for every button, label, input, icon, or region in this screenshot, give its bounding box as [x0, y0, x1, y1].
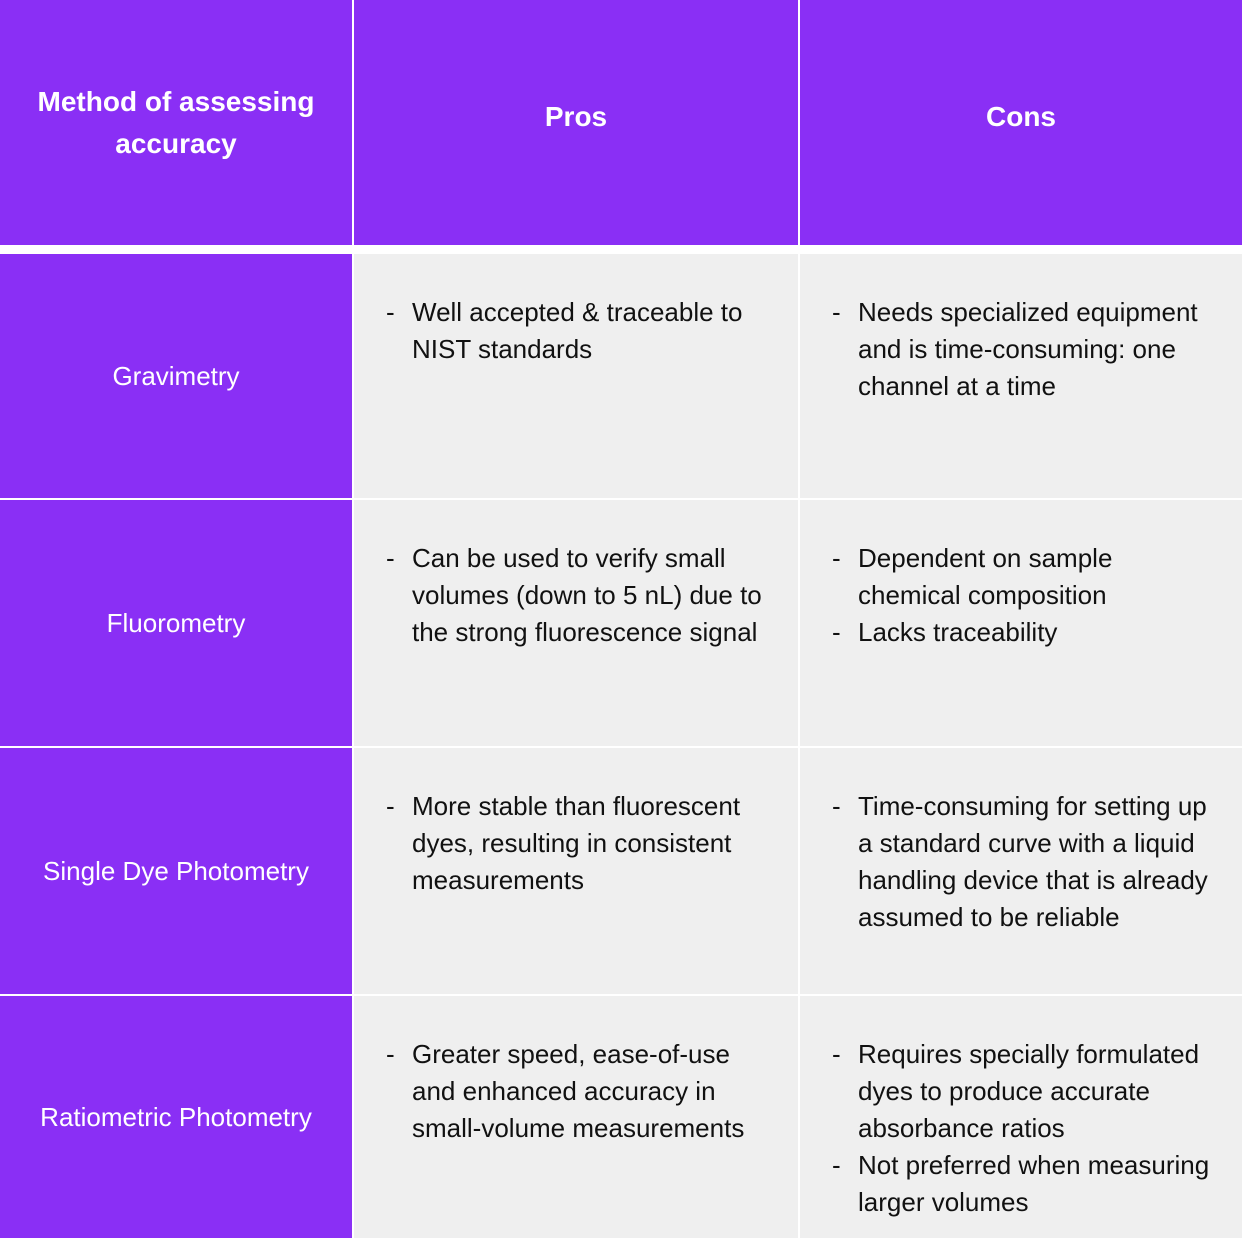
- cons-item: - Dependent on sample chemical composition: [858, 540, 1222, 614]
- cons-item: - Time-consuming for setting up a standard curve with a liquid handling device that is already assumed to be reliable: [858, 788, 1222, 936]
- pros-item: - Greater speed, ease-of-use and enhanced accuracy in small-volume measurements: [412, 1036, 778, 1147]
- cons-item: - Not preferred when measuring larger volumes: [858, 1147, 1222, 1221]
- pros-item: - Well accepted & traceable to NIST standards: [412, 294, 778, 368]
- header-pros: [354, 0, 798, 245]
- cons-cell: [800, 748, 1242, 994]
- pros-cell: [354, 254, 798, 498]
- header-method-label: Method of assessing accuracy: [37, 85, 315, 159]
- cons-item: - Lacks traceability: [858, 614, 1222, 651]
- method-cell: [0, 254, 352, 498]
- header-cons: [800, 0, 1242, 245]
- method-cell: [0, 748, 352, 994]
- cons-cell: [800, 254, 1242, 498]
- pros-cell: [354, 500, 798, 746]
- cons-item: - Needs specialized equipment and is time-consuming: one channel at a time: [858, 294, 1222, 405]
- cons-cell: [800, 996, 1242, 1238]
- method-cell: [0, 500, 352, 746]
- cons-list: [800, 500, 1242, 651]
- cons-list: [800, 748, 1242, 936]
- pros-list: [354, 254, 798, 368]
- pros-item: - Can be used to verify small volumes (down to 5 nL) due to the strong fluorescence signal: [412, 540, 778, 651]
- cons-list: [800, 254, 1242, 405]
- pros-cell: [354, 748, 798, 994]
- method-label: Gravimetry: [112, 360, 240, 391]
- pros-item: - More stable than fluorescent dyes, resulting in consistent measurements: [412, 788, 778, 899]
- pros-cell: [354, 996, 798, 1238]
- header-cons-label: Cons: [986, 100, 1056, 132]
- method-label: Single Dye Photometry: [43, 855, 309, 886]
- cons-item: - Requires specially formulated dyes to produce accurate absorbance ratios: [858, 1036, 1222, 1147]
- header-method: [0, 0, 352, 245]
- method-label: Fluorometry: [106, 607, 246, 638]
- pros-list: [354, 500, 798, 651]
- method-cell: [0, 996, 352, 1238]
- header-pros-label: Pros: [544, 100, 608, 132]
- method-label: Ratiometric Photometry: [40, 1101, 312, 1132]
- pros-list: [354, 748, 798, 899]
- cons-cell: [800, 500, 1242, 746]
- pros-list: [354, 996, 798, 1147]
- cons-list: [800, 996, 1242, 1221]
